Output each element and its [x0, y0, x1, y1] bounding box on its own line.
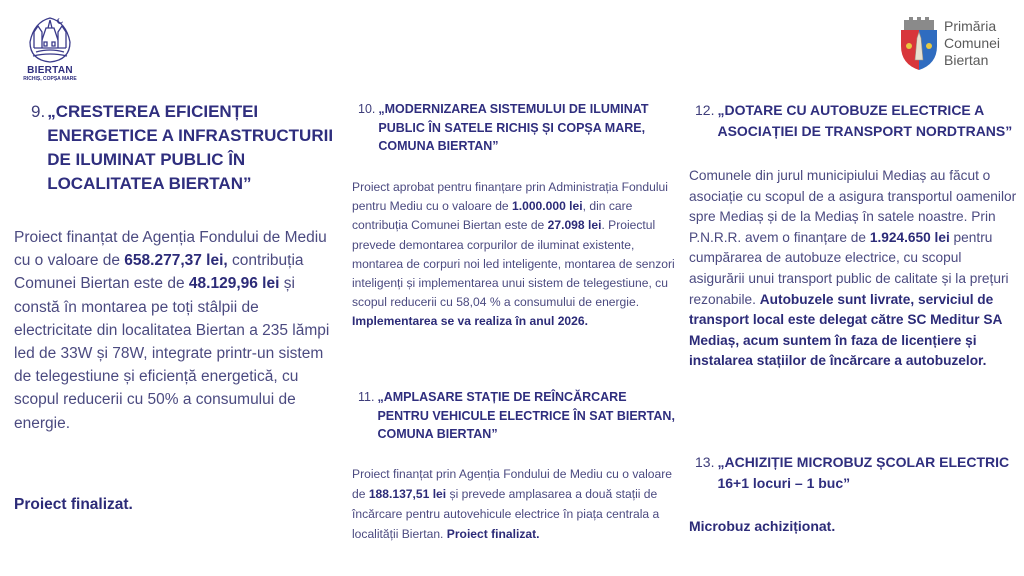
project-status: Autobuzele sunt livrate, serviciul de transport local este delegat către SC Meditur SA Mediaș, acum suntem în faza de licențiere și instalarea stațiilor de încărcare a autobuzelor.	[689, 291, 1002, 369]
project-number: 9.	[31, 102, 46, 121]
project-value: 1.924.650 lei	[869, 229, 950, 245]
project-heading	[31, 100, 351, 196]
project-heading	[695, 100, 1019, 141]
castle-logo-icon	[24, 12, 76, 64]
project-number: 10.	[358, 102, 376, 116]
project-title: „ACHIZIȚIE MICROBUZ ȘCOLAR ELECTRIC 16+1 locuri – 1 buc”	[717, 454, 1010, 491]
biertan-logo	[18, 12, 82, 88]
primaria-line: Biertan	[944, 52, 989, 68]
project-status: Proiect finalizat.	[14, 496, 133, 513]
project-status: Proiect finalizat.	[446, 527, 540, 541]
coat-of-arms-icon	[898, 16, 940, 74]
primaria-text	[944, 18, 1000, 69]
project-title: „DOTARE CU AUTOBUZE ELECTRICE A ASOCIAȚIEI DE TRANSPORT NORDTRANS”	[717, 102, 1013, 139]
project-value: 1.000.000 lei	[512, 199, 583, 214]
description-text: Proiect aprobat pentru finanțare prin Administrația Fondului pentru Mediu cu o valoare de	[352, 180, 668, 214]
project-status: Implementarea se va realiza în anul 2026.	[352, 314, 588, 329]
project-title: „MODERNIZAREA SISTEMULUI DE ILUMINAT PUBLIC ÎN SATELE RICHIȘ ȘI COPȘA MARE, COMUNA BIERTAN”	[378, 102, 649, 153]
contribution-value: 48.129,96 lei	[188, 275, 280, 293]
project-description	[352, 178, 677, 332]
description-text: și prevede amplasarea a două stații de încărcare pentru autovehicule electrice în piața centrala a localității Biertan.	[352, 487, 660, 541]
project-value: 188.137,51 lei	[368, 487, 447, 501]
project-number: 11.	[358, 390, 375, 404]
primaria-line: Primăria	[944, 18, 997, 34]
description-text: contribuția Comunei Biertan este de	[14, 252, 304, 293]
project-title: „AMPLASARE STAȚIE DE REÎNCĂRCARE PENTRU VEHICULE ELECTRICE ÎN SAT BIERTAN, COMUNA BIERTAN”	[377, 390, 675, 441]
project-number: 13.	[695, 454, 715, 470]
logo-subtitle: RICHIȘ, COPȘA MARE	[23, 76, 77, 82]
primaria-line: Comunei	[944, 35, 1001, 51]
project-status: Microbuz achiziționat.	[689, 518, 836, 534]
description-text: Proiect finanțat de Agenția Fondului de Mediu cu o valoare de	[14, 229, 327, 270]
project-description	[14, 226, 336, 435]
project-value: 658.277,37 lei,	[124, 252, 228, 270]
description-text: Proiect finanțat prin Agenția Fondului de Mediu cu o valoare de	[352, 467, 673, 501]
project-heading	[358, 388, 676, 444]
project-description	[352, 464, 677, 544]
project-number: 12.	[695, 102, 715, 118]
primaria-logo	[898, 16, 1018, 76]
description-text: . Proiectul prevede demontarea corpurilor de iluminat existente, montarea de corpuri noi led inteligente, montarea de senzori inteligenți și implementarea unui sistem de telegestiune, cu scopul reducerii cu 58,04 % a consumului de energie.	[352, 218, 675, 310]
logo-title: BIERTAN	[27, 65, 73, 76]
description-text: și constă în montarea pe toți stâlpii de electricitate din localitatea Biertan a 235 lămpi led de 33W și 78W, integrate printr-un sistem de telegestiune și eficiență energetică, cu scopul reducerii cu 50% a consumului de energie.	[14, 275, 330, 432]
description-text: Comunele din jurul municipiului Mediaș au făcut o asociație cu scopul de a asigura transportul oamenilor spre Mediaș și de la Mediaș în satele noastre. Prin P.N.R.R. avem o finanțare de	[689, 168, 1017, 245]
project-heading	[358, 100, 676, 156]
project-heading	[695, 452, 1019, 493]
description-text: pentru cumpărarea de autobuze electrice, cu scopul asigurării unui transport public de calitate și la prețuri rezonabile.	[689, 229, 1009, 307]
contribution-value: 27.098 lei	[547, 218, 602, 233]
project-description	[689, 166, 1019, 372]
description-text: , din care contribuția Comunei Biertan este de	[352, 199, 633, 233]
project-title: „CRESTEREA EFICIENȚEI ENERGETICE A INFRASTRUCTURII DE ILUMINAT PUBLIC ÎN LOCALITATEA BIERTAN”	[47, 102, 334, 193]
